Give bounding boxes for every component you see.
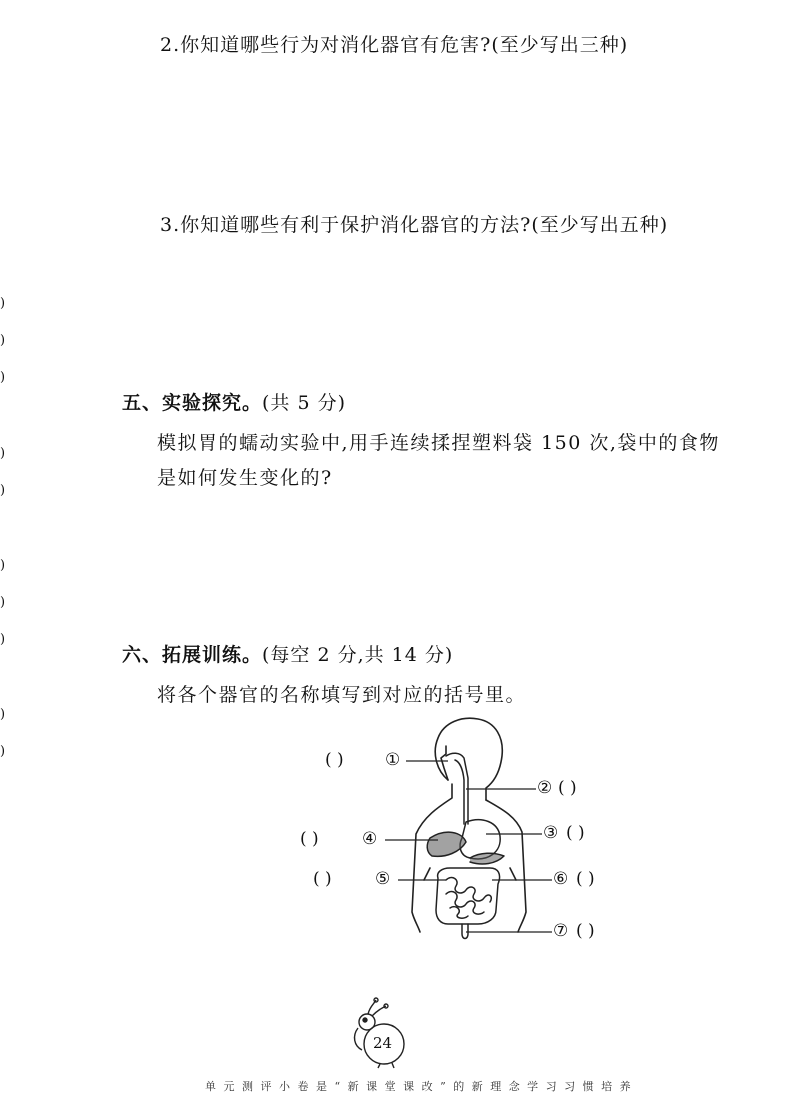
margin-mark: ) [0,333,6,348]
margin-mark: ) [0,595,6,610]
section-5-points: (共 5 分) [262,392,347,414]
label-1: ① [385,750,401,770]
blank-5[interactable]: ( ) [313,869,332,889]
label-5: ⑤ [375,869,391,889]
section-5-line-2: 是如何发生变化的? [157,467,333,489]
section-6-instruction: 将各个器官的名称填写到对应的括号里。 [157,684,527,706]
margin-mark: ) [0,370,6,385]
margin-mark: ) [0,296,6,311]
anus-icon [462,924,468,939]
label-3: ③ [543,823,559,843]
page-number: 24 [373,1034,393,1052]
margin-mark: ) [0,632,6,647]
section-6-title: 六、拓展训练。 [122,644,263,666]
pancreas-icon [470,853,504,864]
question-3: 3.你知道哪些有利于保护消化器官的方法?(至少写出五种) [160,214,669,236]
question-2: 2.你知道哪些行为对消化器官有危害?(至少写出三种) [160,34,629,56]
label-6: ⑥ [553,869,569,889]
margin-mark: ) [0,558,6,573]
blank-1[interactable]: ( ) [325,750,344,770]
label-7: ⑦ [553,921,569,941]
section-6-points: (每空 2 分,共 14 分) [262,644,454,666]
section-5-title: 五、实验探究。 [122,392,263,414]
blank-2[interactable]: ( ) [558,778,577,798]
page-mascot-icon [340,996,420,1070]
label-4: ④ [362,829,378,849]
margin-mark: ) [0,707,6,722]
blank-3[interactable]: ( ) [566,823,585,843]
footer-text: 单 元 测 评 小 卷 是 “ 新 课 堂 课 改 ” 的 新 理 念 学 习 习 惯 培 养 [205,1080,633,1093]
liver-icon [427,832,466,856]
margin-mark: ) [0,744,6,759]
blank-4[interactable]: ( ) [300,829,319,849]
body-outline [412,718,526,932]
blank-6[interactable]: ( ) [576,869,595,889]
blank-7[interactable]: ( ) [576,921,595,941]
label-2: ② [537,778,553,798]
margin-mark: ) [0,483,6,498]
section-5-line-1: 模拟胃的蠕动实验中,用手连续揉捏塑料袋 150 次,袋中的食物 [157,432,720,454]
margin-mark: ) [0,446,6,461]
